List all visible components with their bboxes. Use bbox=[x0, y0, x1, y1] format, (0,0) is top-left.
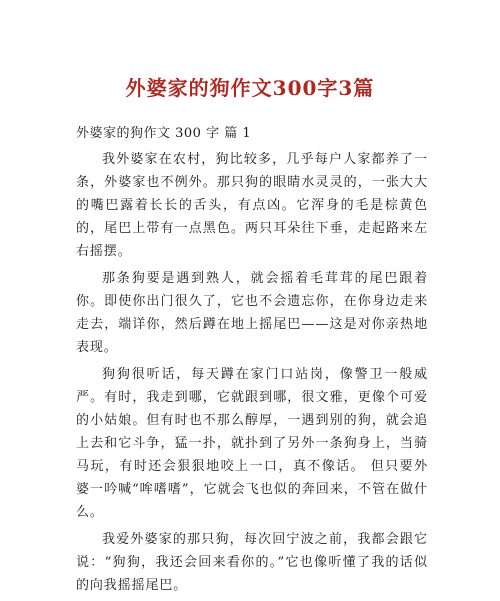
paragraph: 我爱外婆家的那只狗，每次回宁波之前，我都会跟它说：“狗狗，我还会回来看你的。”它也像听懂了我的话似的向我摇摇尾巴。 bbox=[76, 532, 428, 593]
document-body bbox=[76, 148, 428, 601]
paragraph: 我外婆家在农村，狗比较多，几乎每户人家都养了一条，外婆家也不例外。那只狗的眼睛水灵灵的，一张大大的嘴巴露着长长的舌头，有点凶。它浑身的毛是棕黄色的，尾巴上带有一点黑色。两只耳朵往下垂，走起路来左右摇摆。 bbox=[76, 152, 428, 259]
paragraph: 那条狗要是遇到熟人，就会摇着毛茸茸的尾巴跟着你。即使你出门很久了，它也不会遗忘你，在你身边走来走去，端详你，然后蹲在地上摇尾巴——这是对你亲热地表现。 bbox=[76, 271, 428, 355]
paragraph: 狗狗很听话，每天蹲在家门口站岗，像警卫一般威严。有时，我走到哪，它就跟到哪，很文雅，更像个可爱的小姑娘。但有时也不那么醇厚，一遇到别的狗，就会追上去和它斗争，猛一扑，就扑到了另外一条狗身上，当骑马玩，有时还会狠狠地咬上一口，真不像话。 但只要外婆一吟喊“哞嗜嗜”，它就会飞也似的奔回来，不管在做什么。 bbox=[76, 367, 428, 520]
section-heading: 外婆家的狗作文 300 字 篇 1 bbox=[76, 126, 252, 141]
document-title: 外婆家的狗作文300字3篇 bbox=[125, 76, 375, 100]
